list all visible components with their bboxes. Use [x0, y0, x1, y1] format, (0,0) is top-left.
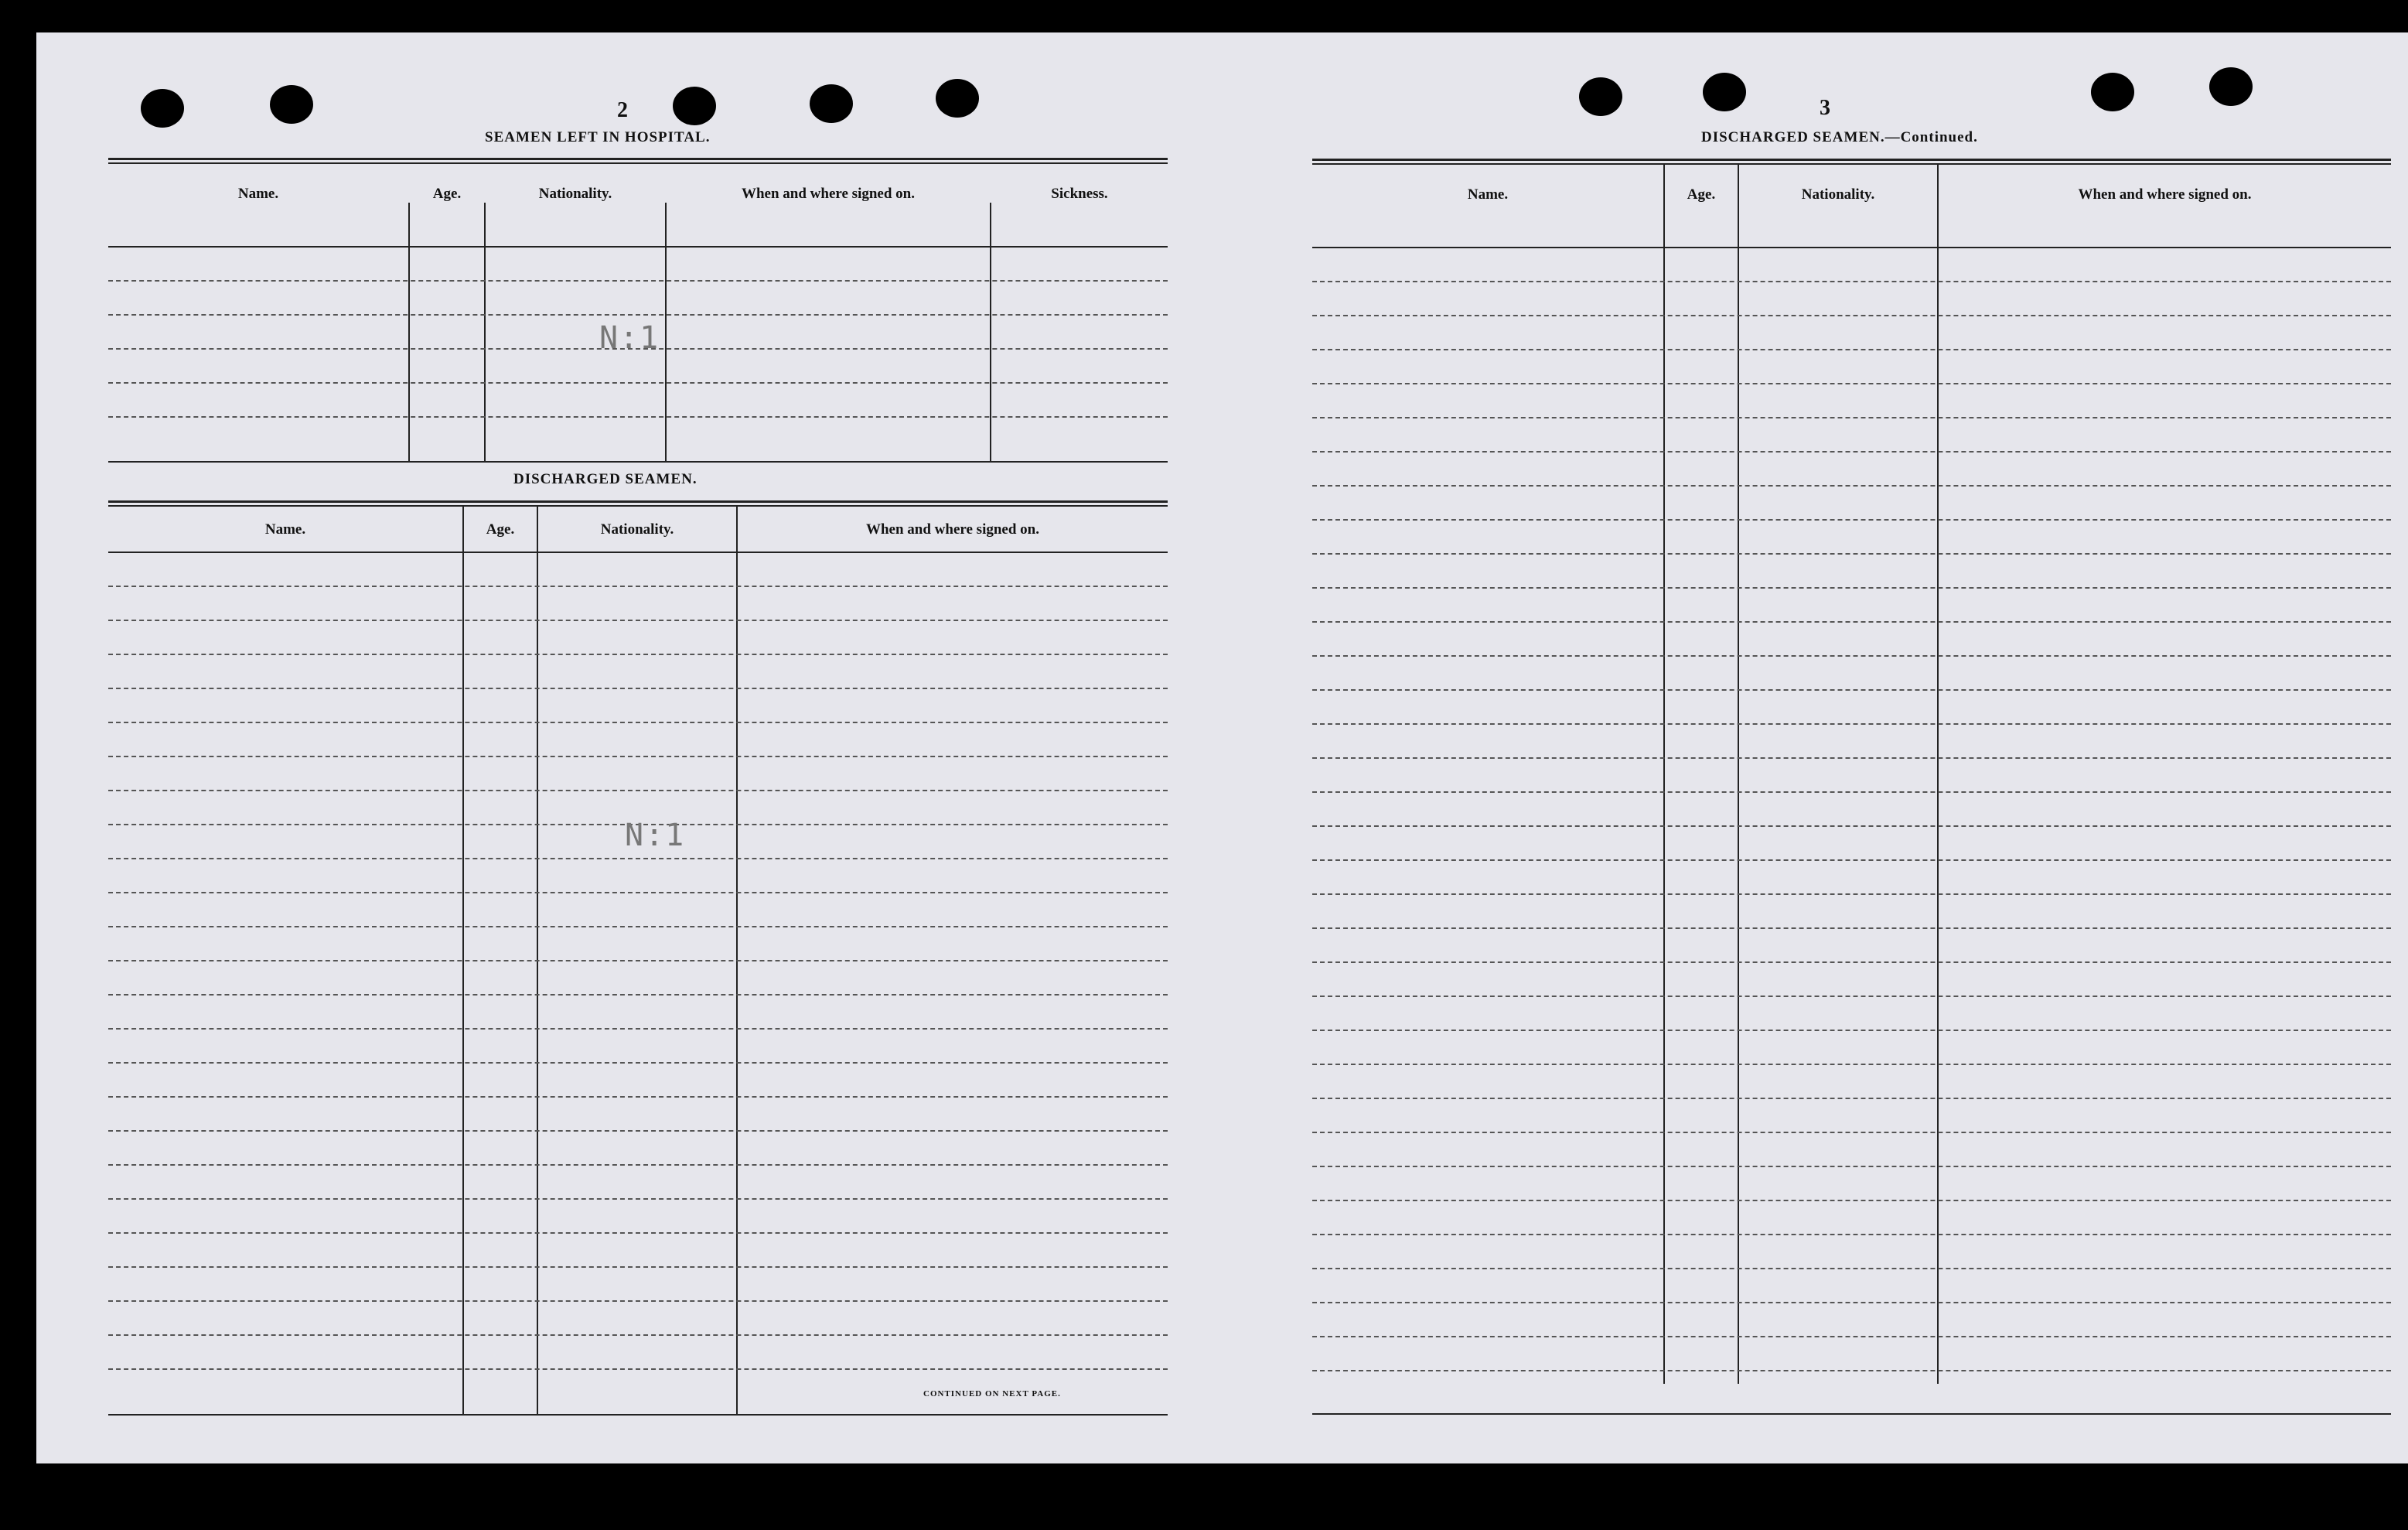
column-header-signed-on: When and where signed on.	[741, 186, 915, 202]
column-header-age: Age.	[432, 186, 462, 202]
discharged-continued-heading: DISCHARGED SEAMEN.—Continued.	[1701, 129, 1978, 145]
punch-hole	[2209, 67, 2253, 106]
discharged-heading: DISCHARGED SEAMEN.	[513, 471, 698, 487]
left-page	[36, 32, 1219, 1463]
column-header-sickness: Sickness.	[1051, 186, 1108, 202]
column-header-age: Age.	[486, 521, 515, 538]
column-header-nationality: Nationality.	[1801, 186, 1875, 203]
punch-hole	[2091, 73, 2134, 111]
discharged-continued-table	[1312, 159, 2391, 1427]
punch-hole	[673, 87, 716, 125]
continued-note: CONTINUED ON NEXT PAGE.	[923, 1389, 1061, 1399]
column-header-nationality: Nationality.	[600, 521, 674, 538]
discharged-table	[108, 500, 1168, 1382]
column-header-name: Name.	[1467, 186, 1509, 203]
punch-hole	[1579, 77, 1622, 116]
right-page	[1219, 32, 2408, 1463]
column-header-signed-on: When and where signed on.	[865, 521, 1039, 538]
stamp-mark: N:1	[599, 320, 660, 356]
column-header-name: Name.	[237, 186, 279, 202]
stamp-mark: N:1	[625, 818, 686, 853]
column-header-nationality: Nationality.	[538, 186, 612, 202]
punch-hole	[270, 85, 313, 124]
punch-hole	[936, 79, 979, 118]
page-number: 3	[1820, 96, 1830, 120]
column-header-name: Name.	[264, 521, 306, 538]
column-header-age: Age.	[1687, 186, 1716, 203]
page-number: 2	[617, 98, 628, 122]
hospital-table	[108, 158, 1168, 463]
punch-hole	[810, 84, 853, 123]
ledger-sheet	[36, 32, 2408, 1463]
punch-hole	[141, 89, 184, 128]
column-header-signed-on: When and where signed on.	[2078, 186, 2252, 203]
hospital-heading: SEAMEN LEFT IN HOSPITAL.	[485, 129, 711, 145]
punch-hole	[1703, 73, 1746, 111]
